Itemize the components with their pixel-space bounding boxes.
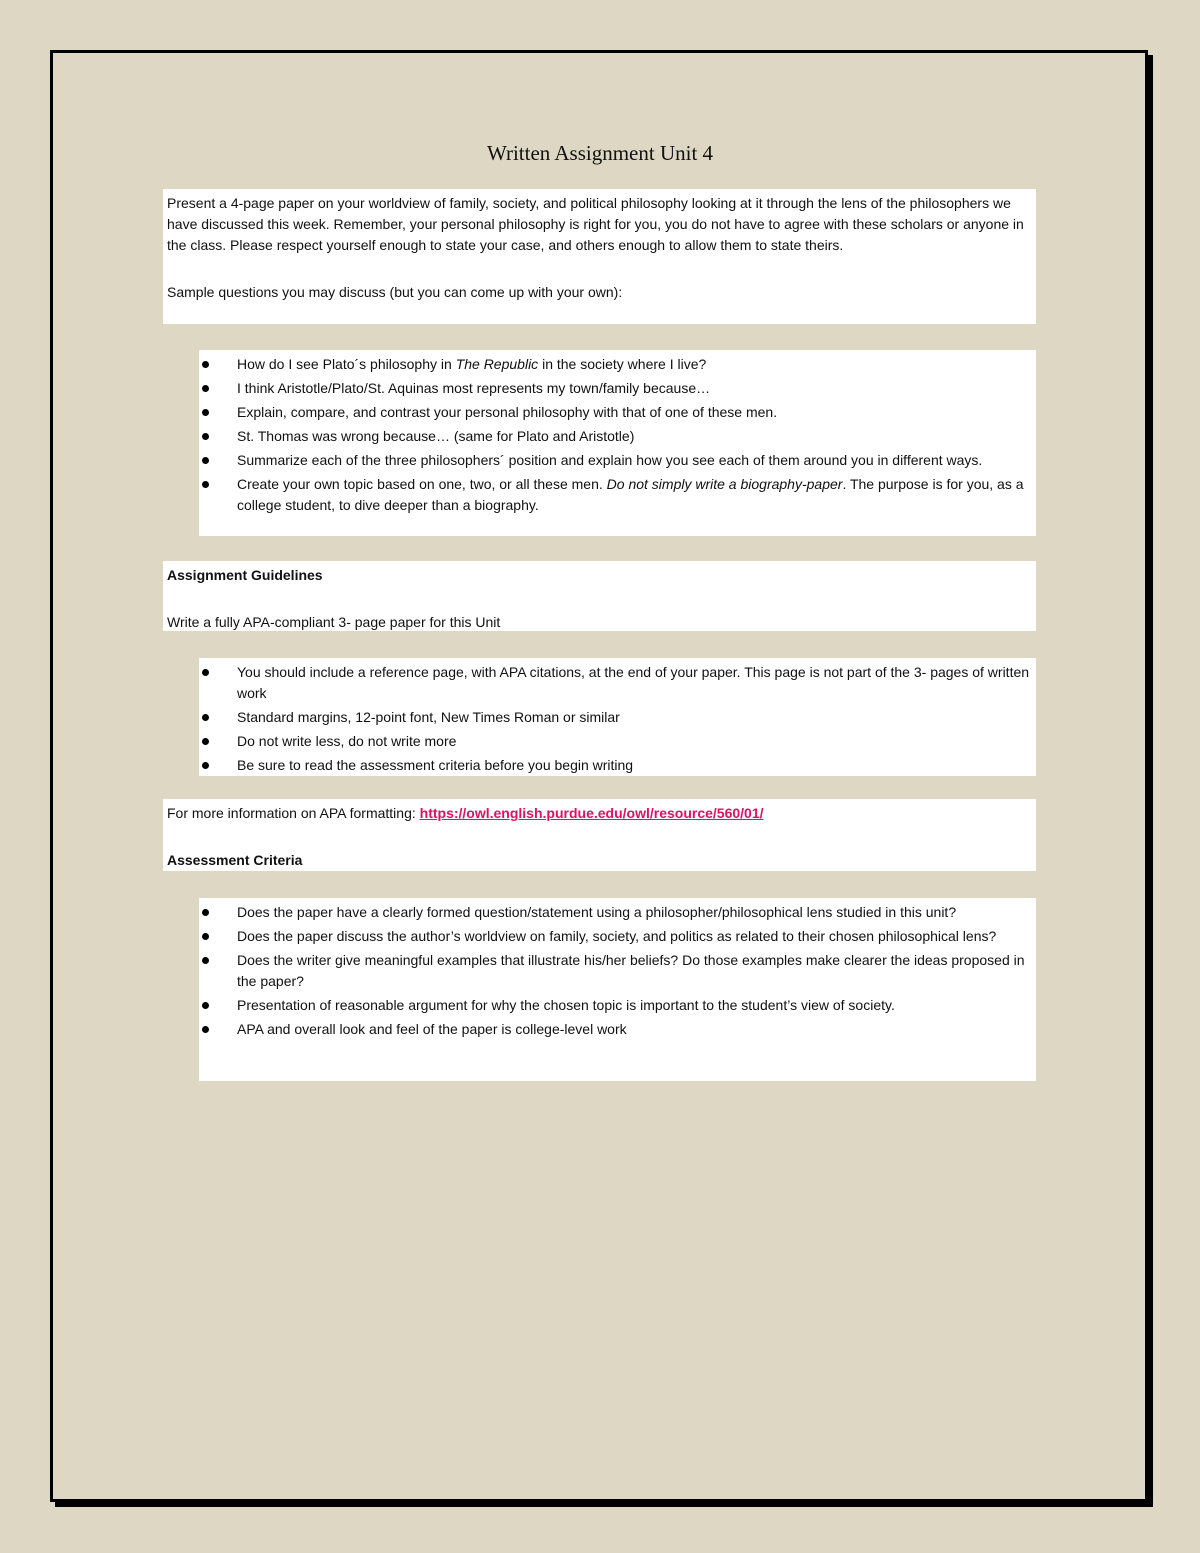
guidelines-line: Write a fully APA-compliant 3- page paper for this Unit: [167, 614, 501, 630]
list-item: Standard margins, 12-point font, New Times Roman or similar: [199, 707, 1030, 728]
list-item: Does the paper discuss the author’s worldview on family, society, and politics as related to their chosen philosophical lens?: [199, 926, 1030, 947]
bullet-icon: [202, 762, 209, 769]
bullet-icon: [202, 909, 209, 916]
sample-questions-intro: Sample questions you may discuss (but you can come up with your own):: [167, 284, 623, 300]
list-item: APA and overall look and feel of the paper is college-level work: [199, 1019, 1030, 1040]
bullet-icon: [202, 1002, 209, 1009]
list-item: Create your own topic based on one, two, or all these men. Do not simply write a biography-paper. The purpose is for you, as a college student, to dive deeper than a biography.: [199, 474, 1030, 516]
intro-box: [163, 189, 1036, 324]
guidelines-list: [199, 658, 1036, 776]
sample-questions-list: [199, 350, 1036, 536]
bullet-icon: [202, 714, 209, 721]
bullet-icon: [202, 385, 209, 392]
bullet-icon: [202, 957, 209, 964]
list-item: Does the paper have a clearly formed question/statement using a philosopher/philosophical lens studied in this unit?: [199, 902, 1030, 923]
bullet-icon: [202, 481, 209, 488]
list-item: St. Thomas was wrong because… (same for Plato and Aristotle): [199, 426, 1030, 447]
criteria-list: [199, 898, 1036, 1081]
apa-line: [167, 803, 1032, 824]
list-item: How do I see Plato´s philosophy in The Republic in the society where I live?: [199, 354, 1030, 375]
list-item: Does the writer give meaningful examples that illustrate his/her beliefs? Do those examples make clearer the ideas proposed in the paper?: [199, 950, 1030, 992]
apa-box: [163, 799, 1036, 871]
bullet-icon: [202, 933, 209, 940]
guidelines-box: [163, 561, 1036, 631]
list-item: I think Aristotle/Plato/St. Aquinas most represents my town/family because…: [199, 378, 1030, 399]
page-title: Written Assignment Unit 4: [486, 141, 714, 165]
bullet-icon: [202, 1026, 209, 1033]
guidelines-heading: Assignment Guidelines: [167, 567, 323, 583]
bullet-icon: [202, 457, 209, 464]
list-item: You should include a reference page, with APA citations, at the end of your paper. This page is not part of the 3- pages of written work: [199, 662, 1030, 704]
list-item: Do not write less, do not write more: [199, 731, 1030, 752]
bullet-icon: [202, 433, 209, 440]
bullet-icon: [202, 361, 209, 368]
criteria-heading: Assessment Criteria: [167, 852, 303, 868]
bullet-icon: [202, 669, 209, 676]
intro-paragraph: Present a 4-page paper on your worldview of family, society, and political philosophy looking at it through the lens of the philosophers we have discussed this week. Remember, your personal philosophy is right for you, you do not have to agree with these scholars or anyone in the class. Please respect yourself enough to state your case, and others enough to allow them to state theirs.: [167, 195, 1024, 253]
list-item: Presentation of reasonable argument for why the chosen topic is important to the student’s view of society.: [199, 995, 1030, 1016]
apa-link[interactable]: https://owl.english.purdue.edu/owl/resource/560/01/: [419, 805, 764, 821]
list-item: Explain, compare, and contrast your personal philosophy with that of one of these men.: [199, 402, 1030, 423]
list-item: Be sure to read the assessment criteria before you begin writing: [199, 755, 1030, 776]
bullet-icon: [202, 738, 209, 745]
list-item: Summarize each of the three philosophers´ position and explain how you see each of them around you in different ways.: [199, 450, 1030, 471]
apa-label: For more information on APA formatting:: [167, 805, 420, 821]
bullet-icon: [202, 409, 209, 416]
